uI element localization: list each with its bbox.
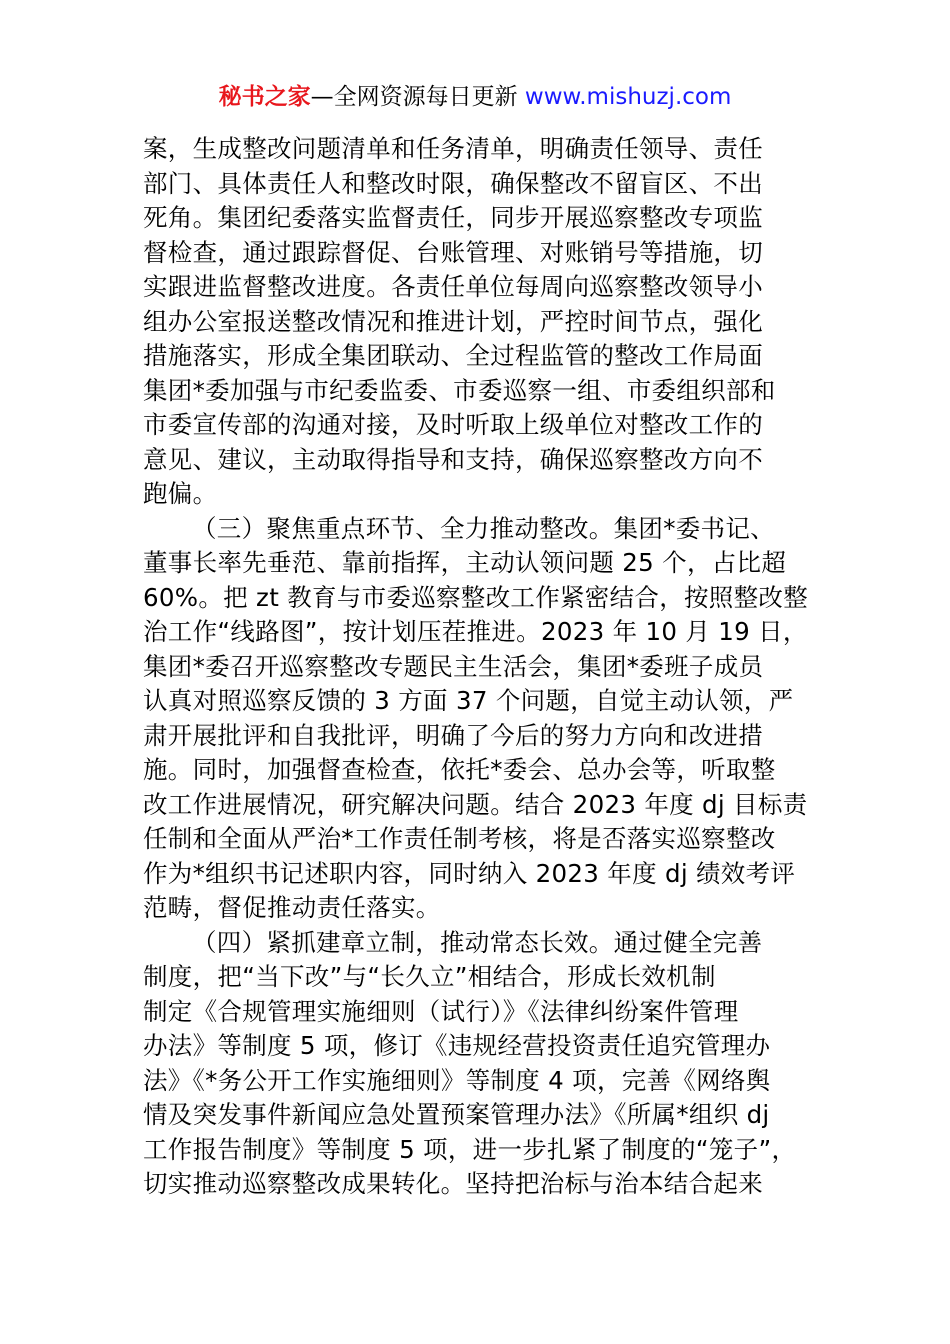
text-line: 切实推动巡察整改成果转化。坚持把治标与治本结合起来 <box>143 1169 763 1198</box>
text-line: 制度，把“当下改”与“长久立”相结合，形成长效机制 <box>143 962 716 991</box>
text-line: 60%。把 zt 教育与市委巡察整改工作紧密结合，按照整改整 <box>143 582 808 612</box>
site-tagline: —全网资源每日更新 <box>310 84 525 110</box>
text-line: 集团*委加强与市纪委监委、市委巡察一组、市委组织部和 <box>143 375 776 405</box>
site-header <box>0 80 950 114</box>
text-line: 任制和全面从严治*工作责任制考核，将是否落实巡察整改 <box>143 824 776 853</box>
text-line: 治工作“线路图”，按计划压茬推进。2023 年 10 月 19 日， <box>143 617 808 646</box>
text-line: 法》《*务公开工作实施细则》等制度 4 项，完善《网络舆 <box>143 1065 771 1095</box>
text-line: 案，生成整改问题清单和任务清单，明确责任领导、责任 <box>143 134 763 163</box>
text-line: 市委宣传部的沟通对接，及时听取上级单位对整改工作的 <box>143 410 763 439</box>
text-line: 部门、具体责任人和整改时限，确保整改不留盲区、不出 <box>143 168 763 198</box>
text-line: 组办公室报送整改情况和推进计划，严控时间节点，强化 <box>143 306 763 336</box>
text-line: 作为*组织书记述职内容，同时纳入 2023 年度 dj 绩效考评 <box>143 858 796 888</box>
section-heading-line: （四）紧抓建章立制，推动常态长效。通过健全完善 <box>192 927 763 957</box>
text-line: 措施落实，形成全集团联动、全过程监管的整改工作局面 <box>143 341 763 370</box>
site-url[interactable]: www.mishuzj.com <box>524 84 732 110</box>
text-line: 实跟进监督整改进度。各责任单位每周向巡察整改领导小 <box>143 272 763 301</box>
section-heading-line: （三）聚焦重点环节、全力推动整改。集团*委书记、 <box>192 513 775 543</box>
text-line: 死角。集团纪委落实监督责任，同步开展巡察整改专项监 <box>143 203 763 232</box>
text-line: 肃开展批评和自我批评，明确了今后的努力方向和改进措 <box>143 720 763 750</box>
text-line: 董事长率先垂范、靠前指挥，主动认领问题 25 个，占比超 <box>143 548 787 577</box>
text-line: 工作报告制度》等制度 5 项，进一步扎紧了制度的“笼子”， <box>143 1134 797 1164</box>
text-line: 范畴，督促推动责任落实。 <box>143 893 441 922</box>
text-line: 认真对照巡察反馈的 3 方面 37 个问题，自觉主动认领，严 <box>143 686 794 715</box>
document-body <box>143 132 813 1202</box>
site-brand: 秘书之家 <box>218 84 311 110</box>
text-line: 情及突发事件新闻应急处置预案管理办法》《所属*组织 dj <box>143 1100 770 1129</box>
text-line: 改工作进展情况，研究解决问题。结合 2023 年度 dj 目标责 <box>143 789 808 819</box>
text-line: 跑偏。 <box>143 479 218 508</box>
text-line: 集团*委召开巡察整改专题民主生活会，集团*委班子成员 <box>143 651 764 681</box>
text-line: 办法》等制度 5 项，修订《违规经营投资责任追究管理办 <box>143 1031 771 1060</box>
text-line: 施。同时，加强督查检查，依托*委会、总办会等，听取整 <box>143 755 776 784</box>
text-line: 督检查，通过跟踪督促、台账管理、对账销号等措施，切 <box>143 237 763 267</box>
text-line: 意见、建议，主动取得指导和支持，确保巡察整改方向不 <box>143 444 763 474</box>
text-line: 制定《合规管理实施细则（试行）》《法律纠纷案件管理 <box>143 996 739 1026</box>
